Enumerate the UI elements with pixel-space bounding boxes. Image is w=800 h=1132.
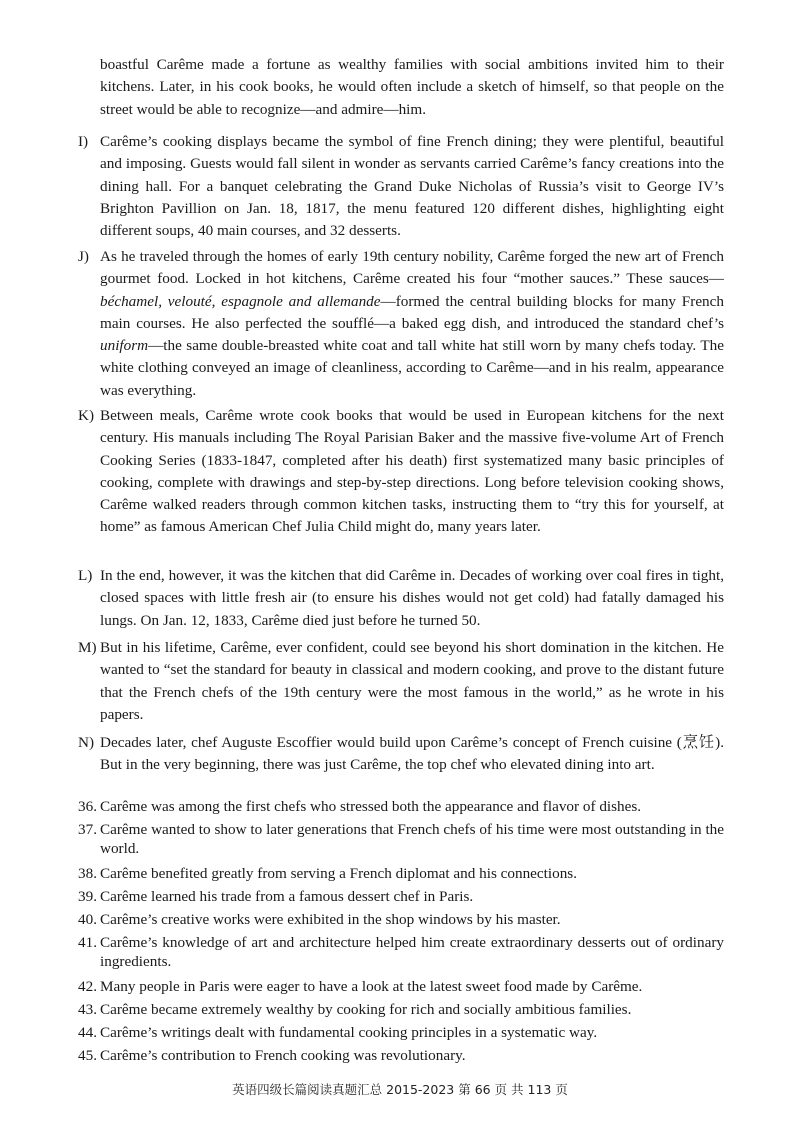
statement-44 xyxy=(78,1023,724,1042)
paragraph-text: Between meals, Carême wrote cook books that would be used in European kitchens for the next century. His manuals including The Royal Parisian Baker and the massive five-volume Art of French Cooking Series (1833-1847, completed after his death) first systematized many basic principles of cooking, complete with drawings and step-by-step directions. Long before television cooking shows, Carême walked readers through common kitchen tasks, instructing them to “try this for yourself, at home” as famous American Chef Julia Child might do, many years later. xyxy=(100,407,724,536)
paragraph-text xyxy=(100,246,724,402)
statement-39 xyxy=(78,887,724,906)
statement-number: 40. xyxy=(78,911,97,928)
statement-number: 43. xyxy=(78,1001,97,1018)
statement-37 xyxy=(78,820,724,858)
statement-text: Carême’s creative works were exhibited in the shop windows by his master. xyxy=(100,911,561,928)
statement-number: 37. xyxy=(78,821,97,838)
paragraph-i xyxy=(78,131,724,242)
statement-text: Carême’s knowledge of art and architecture helped him create extraordinary desserts out of ordinary ingredients. xyxy=(100,934,724,970)
italic-term: béchamel, velouté, espagnole and allemande xyxy=(100,292,381,310)
statement-text: Carême wanted to show to later generations that French chefs of his time were most outstanding in the world. xyxy=(100,821,724,857)
statement-number: 42. xyxy=(78,978,97,995)
paragraph-text: Carême’s cooking displays became the symbol of fine French dining; they were plentiful, beautiful and imposing. Guests would fall silent in wonder as servants carried Carême’s fancy creations into the dining hall. For a banquet celebrating the Grand Duke Nicholas of Russia’s visit to George IV’s Brighton Pavillion on Jan. 18, 1817, the menu featured 120 different dishes, highlighting eight different soups, 40 main courses, and 32 desserts. xyxy=(100,133,724,240)
text-run: —the same double-breasted white coat and tall white hat still worn by many chefs today. The white clothing conveyed an image of cleanliness, according to Carême—and in his realm, appearance was everything. xyxy=(100,337,724,399)
statement-number: 38. xyxy=(78,865,97,882)
intro-paragraph xyxy=(78,54,724,121)
page-footer: 英语四级长篇阅读真题汇总 2015-2023 第 66 页 共 113 页 xyxy=(232,1082,568,1097)
text-run: —formed the central building blocks for many French main courses. He also perfected the soufflé—a baked egg dish, and introduced the standard chef’s xyxy=(100,292,724,332)
statement-38 xyxy=(78,864,724,883)
statement-text: Carême’s writings dealt with fundamental cooking principles in a systematic way. xyxy=(100,1024,598,1041)
paragraph-text: Decades later, chef Auguste Escoffier would build upon Carême’s concept of French cuisine (烹饪). But in the very beginning, there was just Carême, the top chef who elevated dining into art. xyxy=(100,734,724,774)
statement-text: Carême’s contribution to French cooking was revolutionary. xyxy=(100,1047,466,1064)
statement-36 xyxy=(78,797,724,816)
paragraph-n xyxy=(78,732,724,777)
paragraph-l xyxy=(78,565,724,632)
statement-text: Many people in Paris were eager to have a look at the latest sweet food made by Carême. xyxy=(100,978,643,995)
statement-number: 41. xyxy=(78,934,97,951)
statement-45 xyxy=(78,1046,724,1065)
paragraph-text: In the end, however, it was the kitchen that did Carême in. Decades of working over coal fires in tight, closed spaces with little fresh air (to ensure his dishes would not get cold) had fatally damaged his lungs. On Jan. 12, 1833, Carême died just before he turned 50. xyxy=(100,567,724,629)
paragraph-label: N) xyxy=(78,734,95,751)
paragraph-label: L) xyxy=(78,567,93,584)
statement-40 xyxy=(78,910,724,929)
statement-text: Carême benefited greatly from serving a French diplomat and his connections. xyxy=(100,865,577,882)
paragraph-label: J) xyxy=(78,248,89,265)
statement-text: Carême learned his trade from a famous dessert chef in Paris. xyxy=(100,888,474,905)
text-run: As he traveled through the homes of early 19th century nobility, Carême forged the new art of French gourmet food. Locked in hot kitchens, Carême created his four “mother sauces.” These sauces— xyxy=(100,248,724,288)
statement-number: 45. xyxy=(78,1047,97,1064)
paragraph-text: But in his lifetime, Carême, ever confident, could see beyond his short domination in the kitchen. He wanted to “set the standard for beauty in classical and modern cooking, and prove to the distant future that the French chefs of the 19th century were the most famous in the world,” as he wrote in his papers. xyxy=(100,639,724,723)
italic-term: uniform xyxy=(100,337,149,355)
statement-number: 36. xyxy=(78,798,97,815)
statement-43 xyxy=(78,1000,724,1019)
paragraph-label: I) xyxy=(78,133,89,150)
paragraph-label: K) xyxy=(78,407,95,424)
paragraph-label: M) xyxy=(78,639,97,656)
statement-number: 39. xyxy=(78,888,97,905)
statement-41 xyxy=(78,933,724,971)
paragraph-text: boastful Carême made a fortune as wealthy families with social ambitions invited him to their kitchens. Later, in his cook books, he would often include a sketch of himself, so that people on the street would be able to recognize—and admire—him. xyxy=(100,56,724,118)
paragraph-m xyxy=(78,637,724,726)
paragraph-k xyxy=(78,405,724,539)
statement-text: Carême was among the first chefs who stressed both the appearance and flavor of dishes. xyxy=(100,798,642,815)
statement-text: Carême became extremely wealthy by cooking for rich and socially ambitious families. xyxy=(100,1001,632,1018)
statement-number: 44. xyxy=(78,1024,97,1041)
statement-42 xyxy=(78,977,724,996)
paragraph-j xyxy=(78,246,724,402)
